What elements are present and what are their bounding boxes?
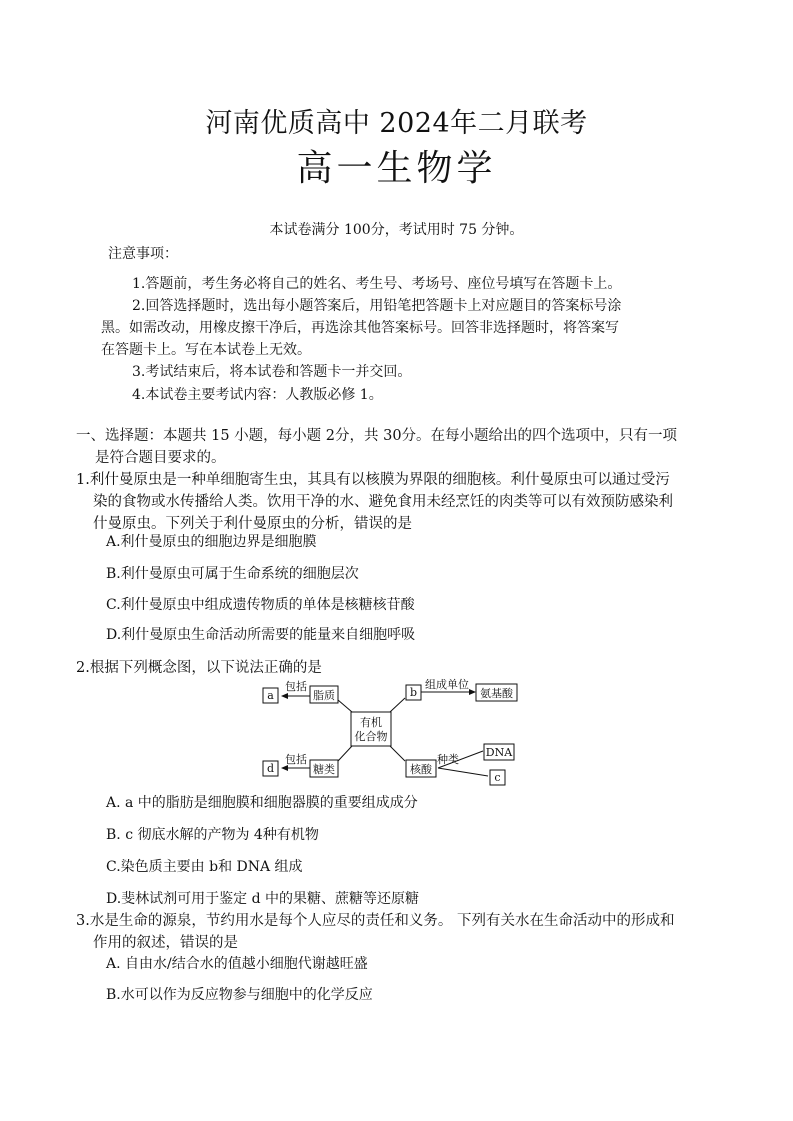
q3-stem-line-2: 作用的叙述，错误的是 bbox=[93, 935, 238, 951]
label-includes-1: 包括 bbox=[285, 680, 307, 693]
label-includes-2: 包括 bbox=[285, 753, 307, 766]
q1-option-a: A.利什曼原虫的细胞边界是细胞膜 bbox=[106, 534, 317, 550]
q3-stem-line-1: 3.水是生命的源泉，节约用水是每个人应尽的责任和义务。 下列有关水在生命活动中的形成和 bbox=[76, 913, 675, 929]
section-heading-cont: 是符合题目要求的。 bbox=[95, 450, 226, 466]
notice-line-1: 1.答题前，考生务必将自己的姓名、考生号、考场号、座位号填写在答题卡上。 bbox=[132, 276, 622, 292]
q1-option-c: C.利什曼原虫中组成遗传物质的单体是核糖核苷酸 bbox=[106, 597, 415, 613]
q1-option-b: B.利什曼原虫可属于生命系统的细胞层次 bbox=[106, 566, 359, 582]
label-b: b bbox=[409, 686, 418, 699]
label-nucleic: 核酸 bbox=[410, 763, 432, 776]
q2-option-c: C.染色质主要由 b和 DNA 组成 bbox=[106, 859, 303, 875]
exam-info: 本试卷满分 100分，考试用时 75 分钟。 bbox=[269, 222, 524, 238]
notice-line-2: 2.回答选择题时，选出每小题答案后，用铅笔把答题卡上对应题目的答案标号涂 bbox=[132, 298, 622, 314]
label-dna: DNA bbox=[485, 746, 513, 759]
label-kinds: 种类 bbox=[437, 753, 459, 766]
q2-option-a: A. a 中的脂肪是细胞膜和细胞器膜的重要组成成分 bbox=[106, 795, 418, 811]
link-carb bbox=[338, 746, 352, 761]
notice-line-3: 黑。如需改动，用橡皮擦干净后，再选涂其他答案标号。回答非选择题时，将答案写 bbox=[101, 320, 619, 336]
label-organic-2: 化合物 bbox=[354, 730, 388, 743]
link-b bbox=[390, 698, 405, 712]
concept-map bbox=[255, 675, 525, 790]
link-lipid bbox=[338, 700, 352, 712]
notice-heading: 注意事项： bbox=[108, 246, 178, 262]
link-nucleic bbox=[390, 746, 405, 761]
label-d: d bbox=[266, 762, 275, 775]
q1-stem-line-3: 什曼原虫。下列关于利什曼原虫的分析，错误的是 bbox=[93, 516, 412, 532]
notice-line-6: 4.本试卷主要考试内容：人教版必修 1。 bbox=[132, 387, 383, 403]
label-lipid: 脂质 bbox=[313, 689, 335, 702]
label-organic-1: 有机 bbox=[360, 716, 382, 729]
branch-c bbox=[438, 768, 488, 776]
q2-stem: 2.根据下列概念图，以下说法正确的是 bbox=[76, 660, 322, 676]
q2-option-b: B. c 彻底水解的产物为 4种有机物 bbox=[106, 827, 319, 843]
label-c: c bbox=[494, 771, 501, 784]
label-a: a bbox=[267, 689, 274, 702]
section-heading: 一、选择题：本题共 15 小题，每小题 2分，共 30分。在每小题给出的四个选项中，只有一项 bbox=[76, 428, 678, 444]
q1-stem-line-1: 1.利什曼原虫是一种单细胞寄生虫，其具有以核膜为界限的细胞核。利什曼原虫可以通过受污 bbox=[76, 472, 670, 488]
q3-option-a: A. 自由水/结合水的值越小细胞代谢越旺盛 bbox=[106, 956, 368, 972]
label-carb: 糖类 bbox=[313, 763, 335, 776]
q2-option-d: D.斐林试剂可用于鉴定 d 中的果糖、蔗糖等还原糖 bbox=[106, 891, 420, 907]
exam-title: 河南优质高中 2024年二月联考 bbox=[205, 108, 588, 139]
notice-line-5: 3.考试结束后，将本试卷和答题卡一并交回。 bbox=[132, 364, 412, 380]
label-unit: 组成单位 bbox=[425, 678, 469, 691]
subject-title: 高一生物学 bbox=[296, 148, 497, 189]
q3-option-b: B.水可以作为反应物参与细胞中的化学反应 bbox=[106, 987, 373, 1003]
notice-line-4: 在答题卡上。写在本试卷上无效。 bbox=[101, 342, 311, 358]
label-amino: 氨基酸 bbox=[480, 687, 513, 700]
q1-stem-line-2: 染的食物或水传播给人类。饮用干净的水、避免食用未经烹饪的肉类等可以有效预防感染利 bbox=[93, 494, 673, 510]
q1-option-d: D.利什曼原虫生命活动所需要的能量来自细胞呼吸 bbox=[106, 627, 416, 643]
